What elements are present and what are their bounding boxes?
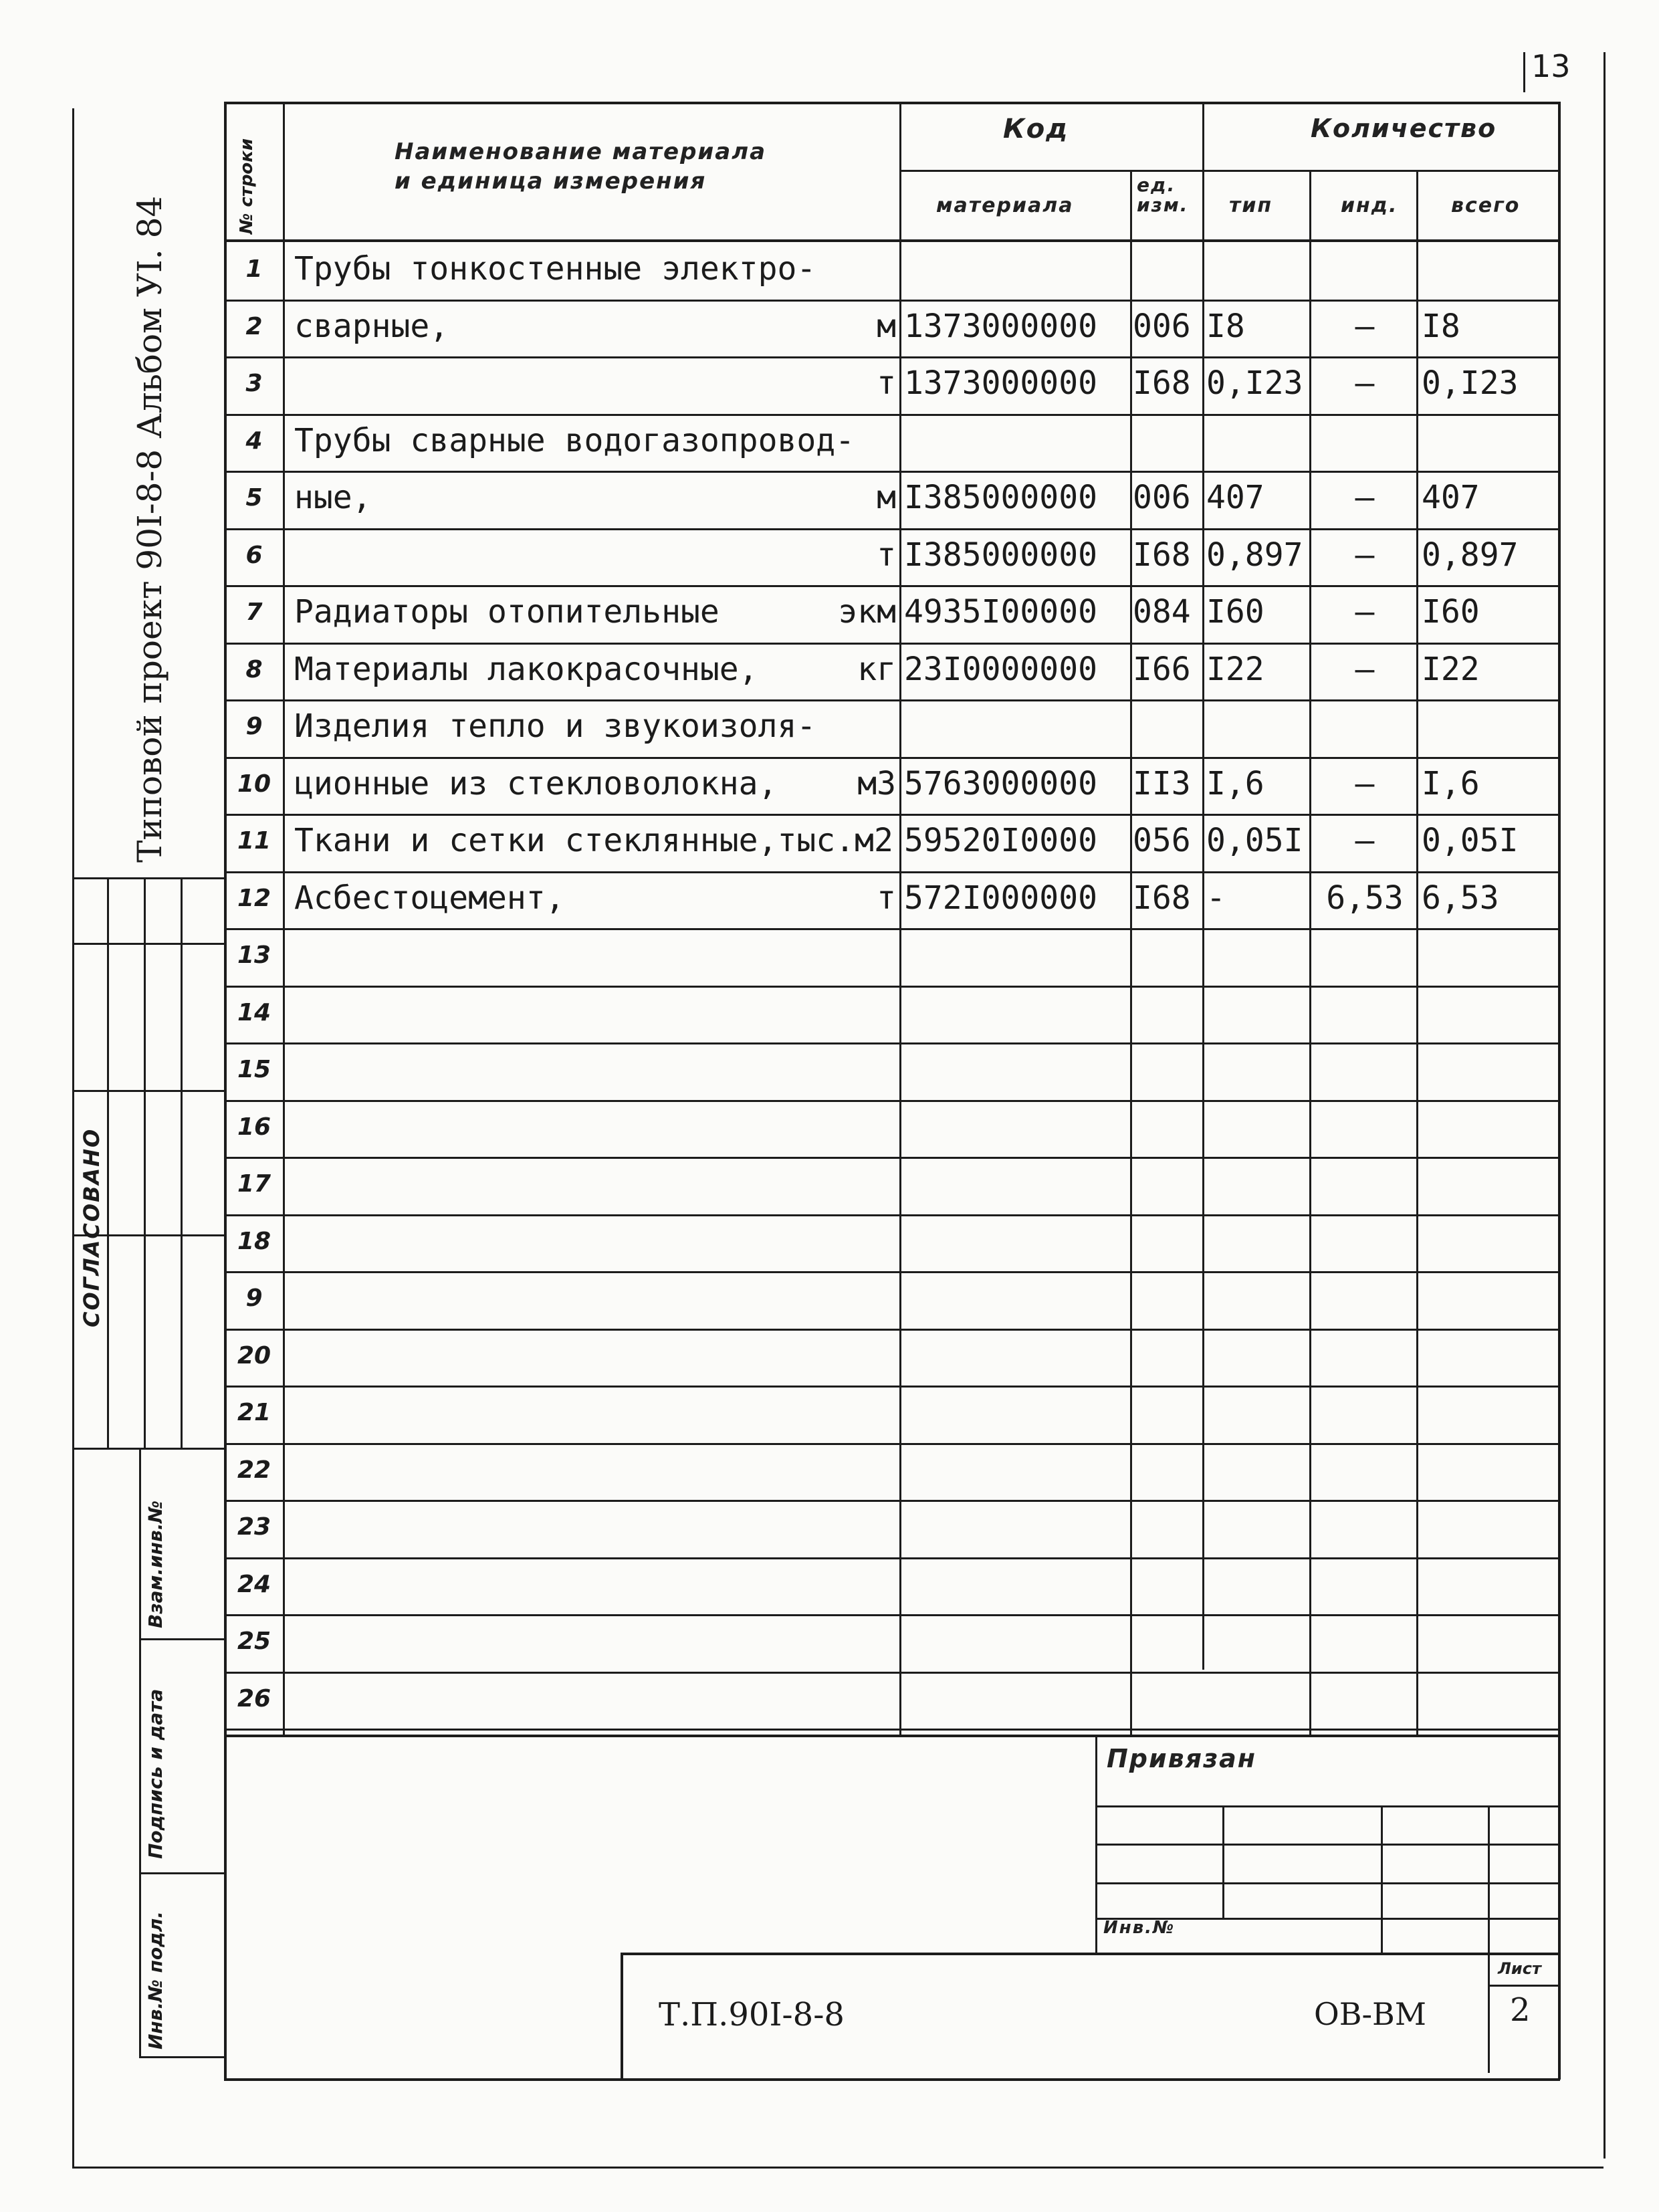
row-number: 18 (237, 1228, 271, 1255)
material-code: I385000000 (904, 479, 1097, 516)
qty-total: 407 (1422, 479, 1480, 516)
material-code: 23I0000000 (904, 651, 1097, 688)
unit: м (877, 308, 896, 345)
material-code: I385000000 (904, 536, 1097, 574)
row-divider (224, 471, 1560, 473)
qty-type: I8 (1206, 308, 1245, 345)
qty-ind: – (1355, 651, 1375, 688)
header-total: всего (1451, 194, 1521, 217)
footer-doc-code: Т.П.90I-8-8 (659, 1996, 845, 2033)
row-number: 13 (237, 942, 271, 969)
material-name: ционные из стекловолокна, (294, 765, 778, 802)
material-code: 4935I00000 (904, 593, 1097, 631)
header-type: тип (1229, 194, 1273, 217)
unit: м3 (857, 765, 896, 802)
row-number: 14 (237, 999, 271, 1026)
row-number: 7 (245, 598, 263, 626)
row-divider (224, 1042, 1560, 1044)
row-divider (224, 1329, 1560, 1331)
material-name: Трубы сварные водогазопровод- (294, 422, 855, 459)
header-ind: инд. (1341, 194, 1398, 217)
row-divider (224, 1271, 1560, 1273)
unit-code: 056 (1133, 822, 1191, 859)
row-number: 22 (237, 1456, 271, 1484)
row-number: 11 (237, 827, 271, 855)
footer-inv-no: Инв.№ (1103, 1918, 1176, 1938)
row-divider (224, 1100, 1560, 1102)
unit: т (877, 364, 896, 402)
row-number: 5 (245, 484, 263, 512)
qty-ind: – (1355, 364, 1375, 402)
header-material: материала (936, 194, 1074, 217)
qty-total: 0,897 (1422, 536, 1519, 574)
row-divider (224, 1214, 1560, 1216)
material-name: ные, (294, 479, 372, 516)
material-code: 572I000000 (904, 879, 1097, 917)
row-number: 16 (237, 1113, 271, 1141)
row-number: 12 (237, 885, 271, 912)
material-name: Радиаторы отопительные (294, 593, 720, 631)
footer-sheet-label: Лист (1498, 1959, 1541, 1978)
row-divider (224, 1386, 1560, 1388)
row-divider (224, 699, 1560, 701)
row-divider (224, 414, 1560, 416)
material-name: Изделия тепло и звукоизоля- (294, 707, 816, 745)
material-code: 5763000000 (904, 765, 1097, 802)
row-divider (224, 871, 1560, 873)
unit: м (877, 479, 896, 516)
row-divider (224, 528, 1560, 530)
qty-type: I,6 (1206, 765, 1264, 802)
material-name: Трубы тонкостенные электро- (294, 250, 816, 288)
footer-mark: ОВ-ВМ (1314, 1996, 1426, 2032)
qty-total: I22 (1422, 651, 1480, 688)
page-number: 13 (1531, 48, 1571, 84)
row-number: 3 (245, 370, 263, 397)
row-number: 9 (245, 713, 263, 740)
row-divider (224, 1614, 1560, 1616)
row-number: 25 (237, 1628, 271, 1655)
row-number: 21 (237, 1399, 271, 1426)
row-number: 9 (245, 1285, 263, 1312)
row-number: 1 (245, 255, 263, 283)
row-divider (224, 1729, 1560, 1731)
side-title: Типовой проект 90I-8-8 Альбом УI. 84 (130, 195, 169, 863)
unit-code: I68 (1133, 879, 1191, 917)
row-divider (224, 1500, 1560, 1502)
material-name: Материалы лакокрасочные, (294, 651, 758, 688)
stamp-signature-date: Подпись и дата (144, 1688, 167, 1859)
qty-total: 0,I23 (1422, 364, 1519, 402)
row-divider (224, 928, 1560, 930)
stamp-vzam-inv: Взам.инв.№ (144, 1500, 167, 1628)
row-divider (224, 814, 1560, 816)
row-number: 10 (237, 770, 271, 798)
unit: т (877, 879, 896, 917)
unit-code: 006 (1133, 479, 1191, 516)
unit: экм (838, 593, 896, 631)
material-name: сварные, (294, 308, 449, 345)
unit: кг (857, 651, 896, 688)
material-code: 59520I0000 (904, 822, 1097, 859)
unit-code: 084 (1133, 593, 1191, 631)
material-name: Асбестоцемент, (294, 879, 565, 917)
header-row-no: № строки (237, 138, 257, 234)
unit-code: 006 (1133, 308, 1191, 345)
unit-code: II3 (1133, 765, 1191, 802)
row-divider (224, 1157, 1560, 1159)
qty-ind: 6,53 (1326, 879, 1404, 917)
qty-total: I,6 (1422, 765, 1480, 802)
unit: т (877, 536, 896, 574)
row-number: 8 (245, 656, 263, 683)
row-number: 26 (237, 1685, 271, 1712)
qty-ind: – (1355, 822, 1375, 859)
qty-ind: – (1355, 536, 1375, 574)
qty-type: 0,I23 (1206, 364, 1303, 402)
material-code: 1373000000 (904, 364, 1097, 402)
qty-type: I60 (1206, 593, 1264, 631)
qty-type: 0,05I (1206, 822, 1303, 859)
qty-total: 0,05I (1422, 822, 1519, 859)
qty-ind: – (1355, 308, 1375, 345)
row-divider (224, 1672, 1560, 1674)
qty-type: - (1206, 879, 1226, 917)
row-divider (224, 643, 1560, 645)
qty-type: I22 (1206, 651, 1264, 688)
row-divider (224, 585, 1560, 587)
row-divider (224, 1557, 1560, 1559)
row-number: 17 (237, 1170, 271, 1198)
row-number: 2 (245, 313, 263, 340)
row-number: 24 (237, 1571, 271, 1598)
row-divider (224, 300, 1560, 302)
qty-type: 407 (1206, 479, 1264, 516)
footer-attached: Привязан (1107, 1744, 1257, 1773)
header-quantity: Количество (1311, 114, 1497, 143)
material-name: Ткани и сетки стеклянные,тыс.м2 (294, 822, 893, 859)
unit-code: I68 (1133, 364, 1191, 402)
header-unit: ед. изм. (1137, 174, 1189, 216)
row-number: 4 (245, 427, 263, 455)
header-name: Наименование материала и единица измерения (395, 138, 767, 195)
row-divider (224, 1443, 1560, 1445)
row-number: 20 (237, 1342, 271, 1369)
stamp-agreed: СОГЛАСОВАНО (79, 1127, 104, 1327)
qty-ind: – (1355, 765, 1375, 802)
row-number: 6 (245, 542, 263, 569)
unit-code: I68 (1133, 536, 1191, 574)
row-divider (224, 986, 1560, 988)
stamp-inv-podl: Инв.№ подл. (144, 1911, 167, 2050)
unit-code: I66 (1133, 651, 1191, 688)
qty-total: 6,53 (1422, 879, 1499, 917)
row-divider (224, 356, 1560, 358)
qty-total: I60 (1422, 593, 1480, 631)
qty-type: 0,897 (1206, 536, 1303, 574)
row-number: 15 (237, 1056, 271, 1083)
qty-ind: – (1355, 479, 1375, 516)
row-number: 23 (237, 1513, 271, 1541)
material-code: 1373000000 (904, 308, 1097, 345)
header-code: Код (1003, 114, 1069, 144)
qty-ind: – (1355, 593, 1375, 631)
qty-total: I8 (1422, 308, 1460, 345)
row-divider (224, 757, 1560, 759)
footer-sheet-no: 2 (1510, 1991, 1531, 2029)
